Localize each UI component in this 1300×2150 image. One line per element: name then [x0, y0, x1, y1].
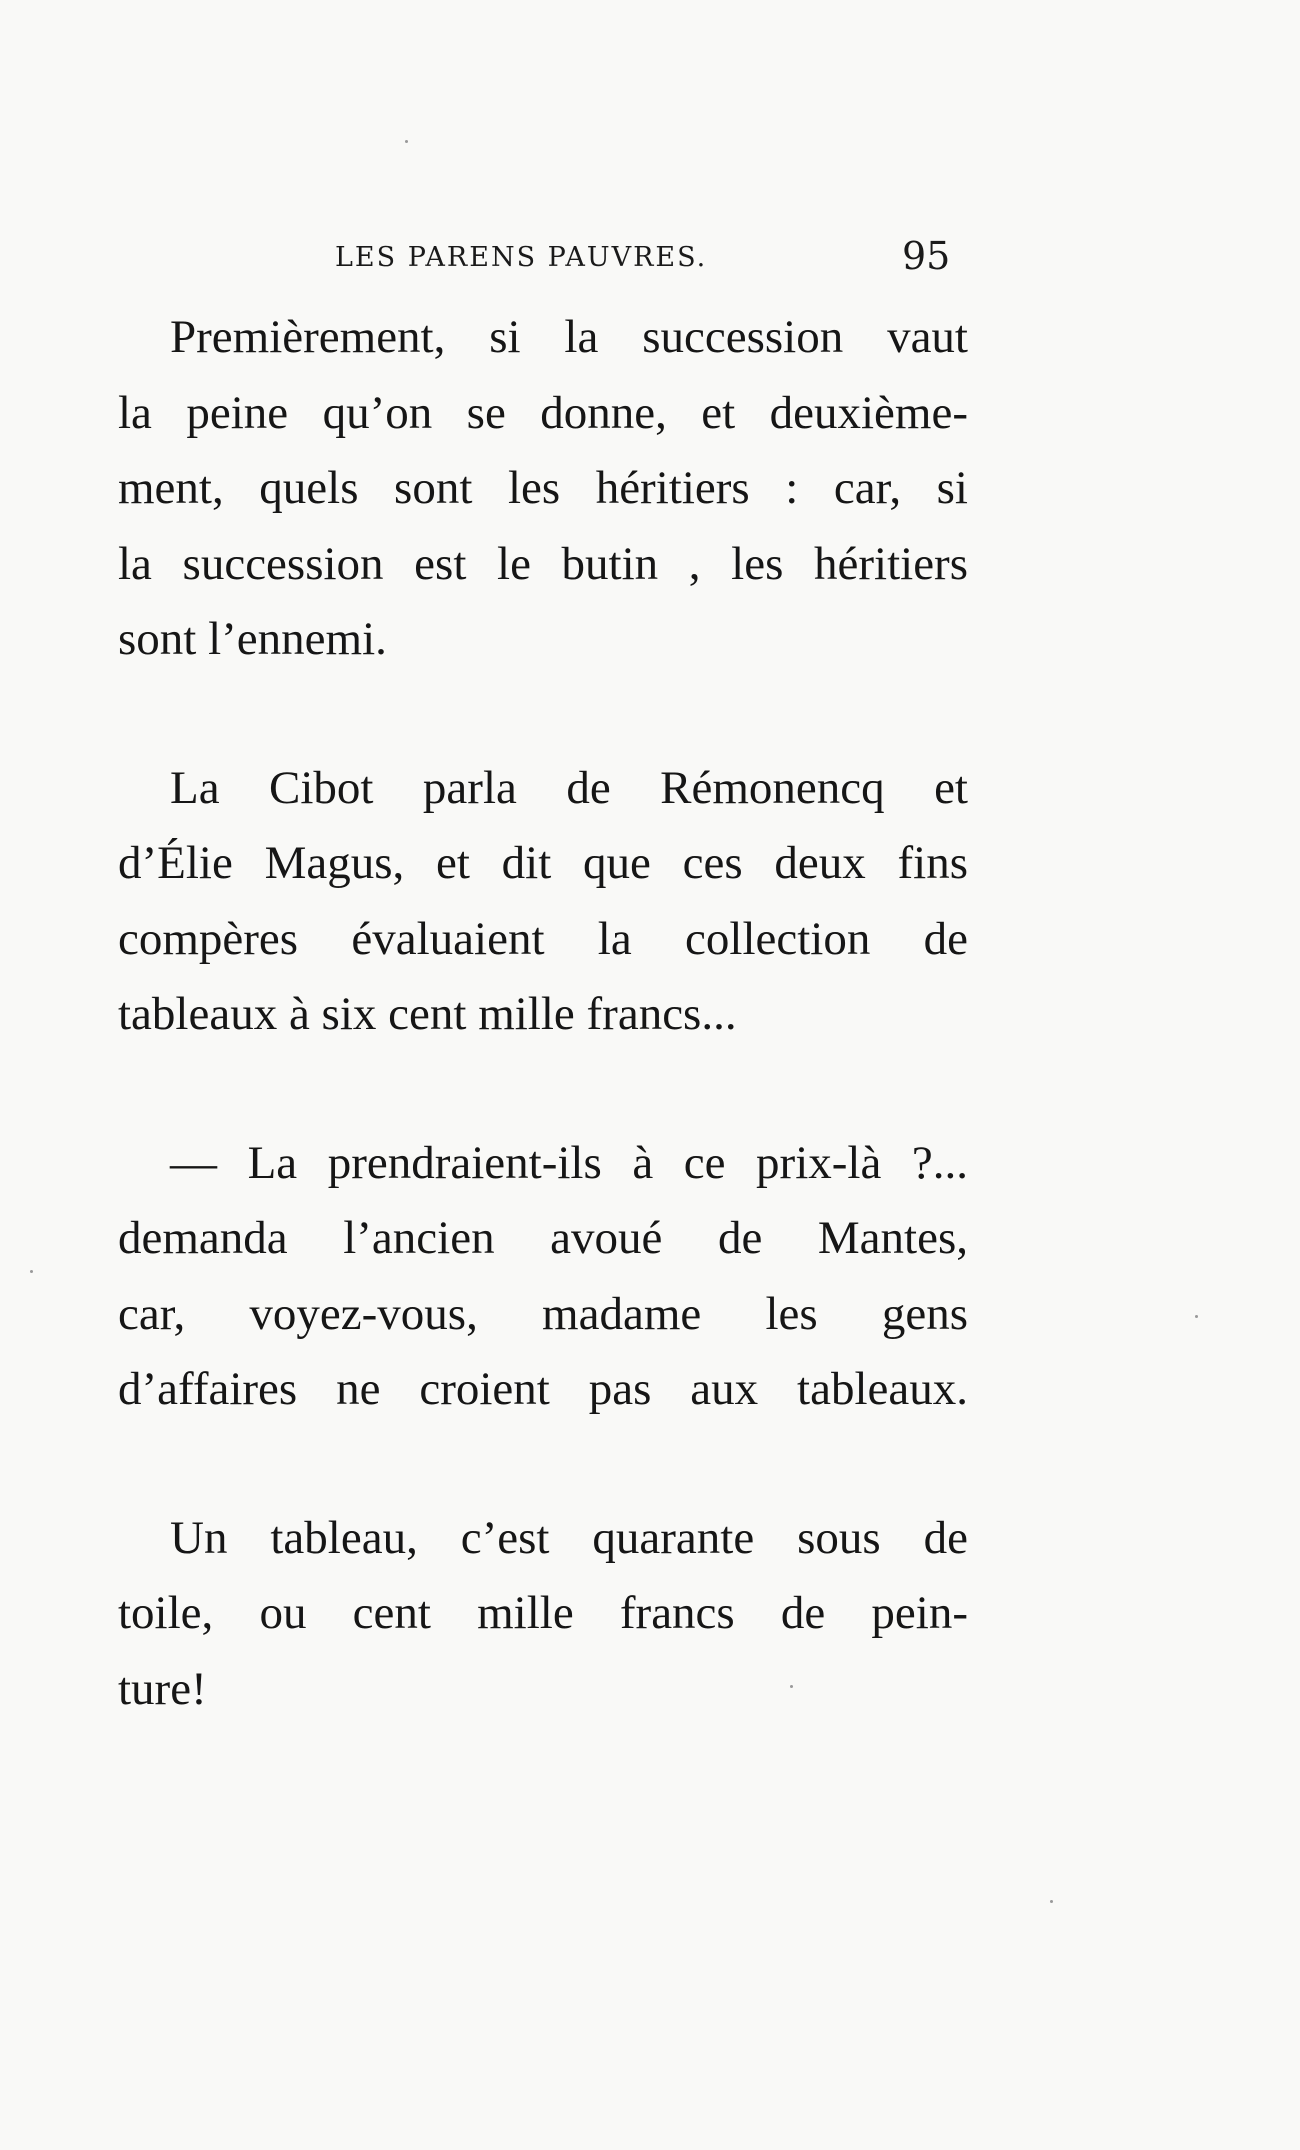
paragraph [118, 1126, 968, 1428]
running-title: LES PARENS PAUVRES. [335, 242, 708, 273]
text-line: la succession est le butin , les héritiers [118, 537, 968, 590]
paragraph [118, 1501, 968, 1728]
paper-speck [30, 1270, 33, 1273]
paragraph [118, 300, 968, 678]
text-line: — La prendraient-ils à ce prix-là ?... [170, 1136, 968, 1189]
text-line: la peine qu’on se donne, et deuxième- [118, 386, 968, 439]
paper-speck [1050, 1900, 1053, 1903]
paragraph [118, 751, 968, 1053]
text-line: car, voyez-vous, madame les gens [118, 1287, 968, 1340]
text-line: ture! [118, 1662, 207, 1715]
text-line: Premièrement, si la succession vaut [170, 311, 968, 363]
paper-speck [790, 1685, 793, 1688]
text-line: sont l’ennemi. [118, 613, 387, 665]
running-head [0, 234, 1300, 284]
text-line: demanda l’ancien avoué de Mantes, [118, 1212, 968, 1264]
text-line: d’affaires ne croient pas aux tableaux. [118, 1363, 968, 1415]
paper-speck [1195, 1315, 1198, 1318]
text-line: La Cibot parla de Rémonencq et [170, 761, 968, 814]
text-line: ment, quels sont les héritiers : car, si [118, 462, 968, 514]
paper-speck [405, 140, 408, 143]
text-line: tableaux à six cent mille francs... [118, 988, 737, 1040]
text-line: toile, ou cent mille francs de pein- [118, 1587, 968, 1639]
text-line: d’Élie Magus, et dit que ces deux fins [118, 837, 968, 889]
page-number: 95 [902, 234, 951, 278]
text-line: compères évaluaient la collection de [118, 912, 968, 965]
text-line: Un tableau, c’est quarante sous de [170, 1511, 968, 1564]
body-text [118, 300, 968, 1727]
